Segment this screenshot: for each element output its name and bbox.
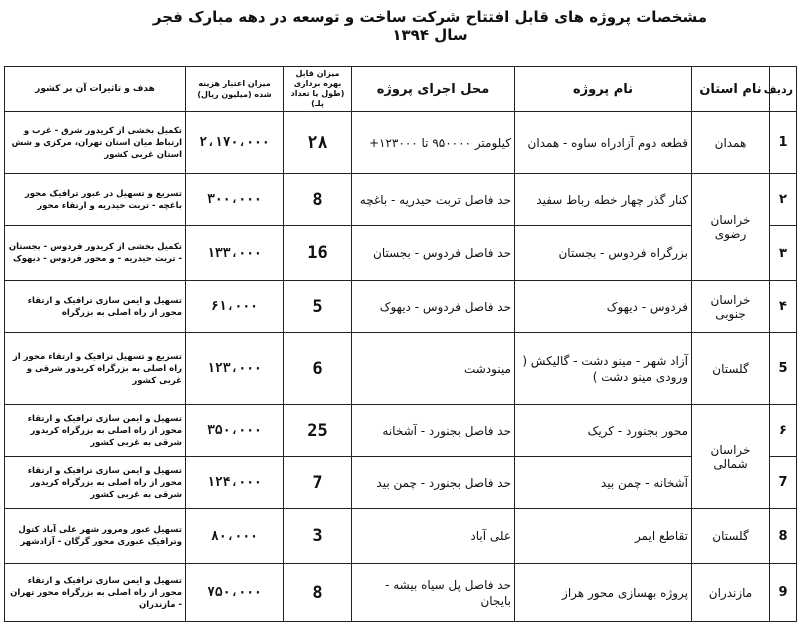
projects-table: [4, 66, 797, 622]
goal-cell: تسریع و تسهیل ترافیک و ارتقاء محور از راه اصلی به بزرگراه کریدور شرقی و غربی کشور: [5, 333, 186, 405]
budget-cell: ۱۲۳،۰۰۰: [186, 333, 284, 405]
page-title: مشخصات پروژه های قابل افتتاح شرکت ساخت و توسعه در دهه مبارک فجر سال ۱۳۹۴: [152, 8, 708, 44]
location-cell: حد فاصل تربت حیدریه - باغچه: [352, 174, 515, 226]
project-cell: بزرگراه فردوس - بجستان: [515, 226, 692, 281]
row-number: ۶: [770, 405, 797, 457]
goal-cell: تسریع و تسهیل در عبور ترافیک محور باغچه - تربت حیدریه و ارتقاء محور: [5, 174, 186, 226]
project-cell: کنار گذر چهار خطه رباط سفید: [515, 174, 692, 226]
header-province: نام استان: [692, 67, 770, 112]
province-cell: گلستان: [692, 333, 770, 405]
province-cell: خراسان رضوی: [692, 174, 770, 281]
length-cell: 16: [284, 226, 352, 281]
goal-cell: تکمیل بخشی از کریدور فردوس - بجستان - تربت حیدریه - و محور فردوس - دیهوک: [5, 226, 186, 281]
goal-cell: تکمیل بخشی از کریدور شرق - غرب و ارتباط میان استان تهران، مرکزی و شش استان غربی کشور: [5, 112, 186, 174]
location-cell: مینودشت: [352, 333, 515, 405]
length-cell: 25: [284, 405, 352, 457]
project-cell: قطعه دوم آزادراه ساوه - همدان: [515, 112, 692, 174]
province-cell: گلستان: [692, 509, 770, 564]
length-cell: 3: [284, 509, 352, 564]
length-cell: 7: [284, 457, 352, 509]
row-number: 7: [770, 457, 797, 509]
header-goal: هدف و تاثیرات آن بر کشور: [5, 67, 186, 112]
budget-cell: ۲،۱۷۰،۰۰۰: [186, 112, 284, 174]
row-number: 8: [770, 509, 797, 564]
goal-cell: تسهیل و ایمن سازی ترافیک و ارتقاء محور از راه اصلی به بزرگراه محور تهران - مازندران: [5, 564, 186, 622]
budget-cell: ۳۰۰،۰۰۰: [186, 174, 284, 226]
row-number: 9: [770, 564, 797, 622]
table-row: [5, 457, 797, 509]
length-cell: 8: [284, 564, 352, 622]
project-cell: آزاد شهر - مینو دشت - گالیکش ( ورودی مینو دشت ): [515, 333, 692, 405]
row-number: 5: [770, 333, 797, 405]
table-row: [5, 405, 797, 457]
province-cell: خراسان شمالی: [692, 405, 770, 509]
table-row: [5, 226, 797, 281]
location-cell: علی آباد: [352, 509, 515, 564]
table-row: [5, 333, 797, 405]
table-row: [5, 174, 797, 226]
table-row: [5, 564, 797, 622]
row-number: 1: [770, 112, 797, 174]
location-cell: کیلومتر ۹۵۰۰۰۰ تا ۱۲۳۰۰۰+: [352, 112, 515, 174]
table-row: [5, 112, 797, 174]
location-cell: حد فاصل بجنورد - چمن بید: [352, 457, 515, 509]
length-cell: 8: [284, 174, 352, 226]
location-cell: حد فاصل پل سیاه بیشه - بایجان: [352, 564, 515, 622]
header-project: نام پروژه: [515, 67, 692, 112]
table-row: [5, 509, 797, 564]
row-number: ۲: [770, 174, 797, 226]
budget-cell: ۸۰،۰۰۰: [186, 509, 284, 564]
project-cell: تقاطع ایمر: [515, 509, 692, 564]
province-cell: خراسان جنوبی: [692, 281, 770, 333]
budget-cell: ۷۵۰،۰۰۰: [186, 564, 284, 622]
location-cell: حد فاصل فردوس - بجستان: [352, 226, 515, 281]
project-cell: محور بجنورد - کریک: [515, 405, 692, 457]
location-cell: حد فاصل فردوس - دیهوک: [352, 281, 515, 333]
header-budget: میزان اعتبار هزینه شده (میلیون ریال): [186, 67, 284, 112]
header-row: [5, 67, 797, 112]
table-row: [5, 281, 797, 333]
goal-cell: تسهیل و ایمن سازی ترافیک و ارتقاء محور از راه اصلی به بزرگراه کریدور شرقی به غربی کشور: [5, 457, 186, 509]
budget-cell: ۱۳۳،۰۰۰: [186, 226, 284, 281]
project-cell: فردوس - دیهوک: [515, 281, 692, 333]
length-cell: ۲۸: [284, 112, 352, 174]
goal-cell: تسهیل عبور ومرور شهر علی آباد کتول وترافیک عبوری محور گرگان - آزادشهر: [5, 509, 186, 564]
budget-cell: ۳۵۰،۰۰۰: [186, 405, 284, 457]
length-cell: 6: [284, 333, 352, 405]
province-cell: مازندران: [692, 564, 770, 622]
length-cell: 5: [284, 281, 352, 333]
header-location: محل اجرای پروژه: [352, 67, 515, 112]
goal-cell: تسهیل و ایمن سازی ترافیک و ارتقاء محور از راه اصلی به بزرگراه کریدور شرقی به غربی کشور: [5, 405, 186, 457]
header-row-number: ردیف: [770, 67, 797, 112]
row-number: ۴: [770, 281, 797, 333]
project-cell: آشخانه - چمن بید: [515, 457, 692, 509]
goal-cell: تسهیل و ایمن سازی ترافیک و ارتقاء محور از راه اصلی به بزرگراه: [5, 281, 186, 333]
header-length: میزان قابل بهره برداری (طول یا تعداد پلـ): [284, 67, 352, 112]
province-cell: همدان: [692, 112, 770, 174]
project-cell: پروژه بهسازی محور هراز: [515, 564, 692, 622]
budget-cell: ۶۱،۰۰۰: [186, 281, 284, 333]
location-cell: حد فاصل بجنورد - آشخانه: [352, 405, 515, 457]
row-number: ۳: [770, 226, 797, 281]
budget-cell: ۱۲۴،۰۰۰: [186, 457, 284, 509]
